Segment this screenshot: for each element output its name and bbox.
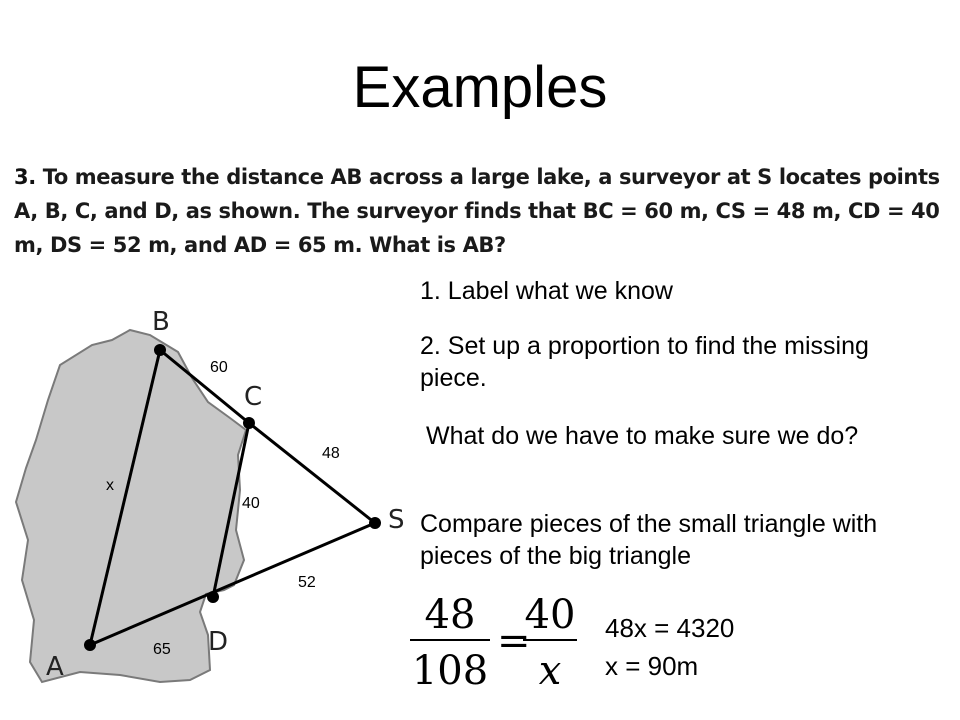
right-denominator: x	[538, 648, 562, 690]
point-b	[154, 344, 166, 356]
lake-diagram	[0, 290, 420, 710]
label-s: S	[388, 505, 405, 535]
step-setup-proportion: 2. Set up a proportion to find the missing piece.	[420, 332, 869, 392]
problem-text: To measure the distance AB across a large lake, a surveyor at S locates points A, B, C, and D, as shown. The surveyor finds that BC = 60 m, CS = 48 m, CD = 40 m, DS = 52 m, and AD = 65 m. What is AB?	[14, 165, 940, 257]
step-label-known: 1. Label what we know	[420, 277, 673, 305]
left-numerator: 48	[424, 592, 476, 638]
question-make-sure: What do we have to make sure we do?	[426, 422, 859, 450]
segment-cs	[249, 423, 375, 523]
point-d	[207, 591, 219, 603]
problem-number: 3.	[14, 165, 36, 189]
proportion-equation	[405, 590, 585, 690]
label-b: B	[152, 307, 170, 337]
right-numerator: 40	[524, 592, 576, 638]
left-denominator: 108	[411, 648, 489, 690]
measure-cs: 48	[322, 445, 340, 462]
label-c: C	[244, 382, 263, 412]
label-d: D	[208, 627, 229, 657]
answer-compare-pieces: Compare pieces of the small triangle with pieces of the big triangle	[420, 510, 878, 570]
measure-cd: 40	[242, 495, 260, 512]
measure-ab: x	[106, 477, 114, 494]
point-a	[84, 639, 96, 651]
label-a: A	[46, 652, 64, 682]
result-line-1: 48x = 4320	[605, 613, 735, 643]
measure-ad: 65	[153, 641, 171, 658]
measure-ds: 52	[298, 574, 316, 591]
equals-sign: =	[497, 618, 531, 664]
result-line-2: x = 90m	[605, 651, 699, 681]
point-c	[243, 417, 255, 429]
measure-bc: 60	[210, 359, 228, 376]
slide-title: Examples	[352, 55, 608, 120]
problem-statement	[14, 160, 954, 262]
point-s	[369, 517, 381, 529]
